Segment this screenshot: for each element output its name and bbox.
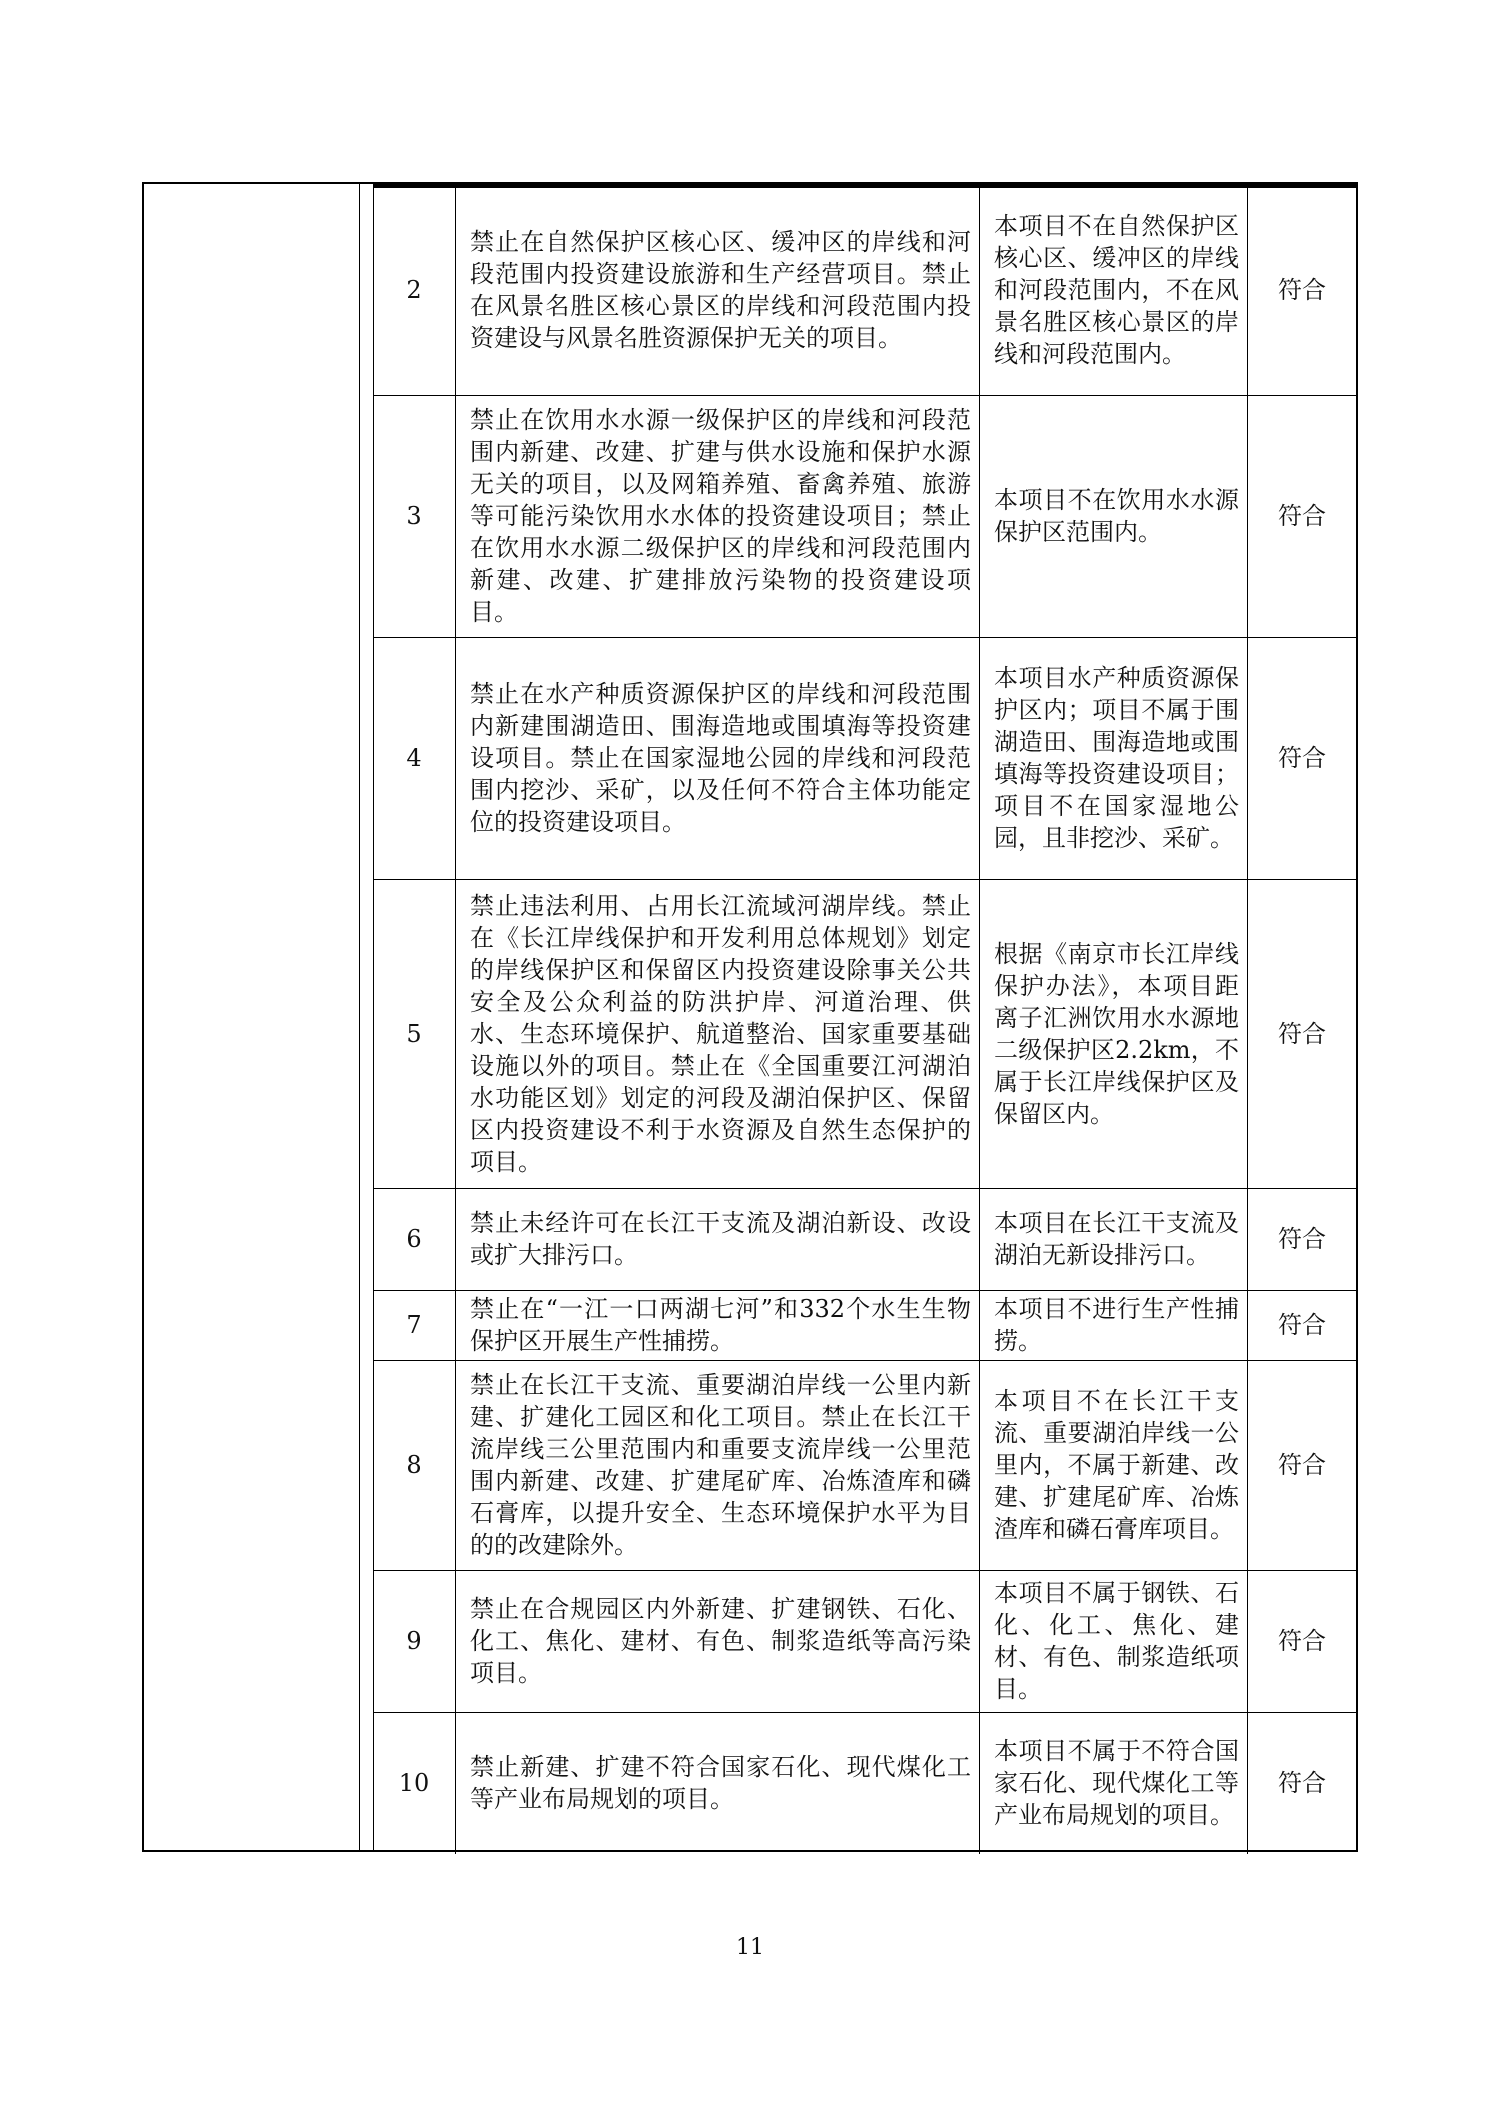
requirement-text: 禁止在饮用水水源一级保护区的岸线和河段范围内新建、改建、扩建与供水设施和保护水源无关的项目，以及网箱养殖、畜禽养殖、旅游等可能污染饮用水水体的投资建设项目；禁止在饮用水水源二级保护区的岸线和河段范围内新建、改建、扩建排放污染物的投资建设项目。 — [456, 395, 980, 637]
row-number: 9 — [373, 1570, 456, 1712]
compliance-result: 符合 — [1278, 1627, 1326, 1655]
compliance-result: 符合 — [1278, 1019, 1326, 1048]
project-situation: 本项目水产种质资源保护区内；项目不属于围湖造田、围海造地或围填海等投资建设项目；项目不在国家湿地公园，且非挖沙、采矿。 — [980, 637, 1248, 879]
project-situation: 本项目不进行生产性捕捞。 — [980, 1290, 1248, 1360]
row-number: 2 — [373, 184, 456, 395]
compliance-result: 符合 — [1278, 1311, 1326, 1339]
requirement-text: 禁止新建、扩建不符合国家石化、现代煤化工等产业布局规划的项目。 — [456, 1712, 980, 1854]
row-number: 10 — [373, 1712, 456, 1854]
table-row — [373, 1570, 1356, 1713]
requirement-text: 禁止在水产种质资源保护区的岸线和河段范围内新建围湖造田、围海造地或围填海等投资建设项目。禁止在国家湿地公园的岸线和河段范围内挖沙、采矿，以及任何不符合主体功能定位的投资建设项目。 — [456, 637, 980, 879]
row-number: 6 — [373, 1188, 456, 1290]
compliance-result: 符合 — [1278, 744, 1326, 772]
compliance-result: 符合 — [1278, 1225, 1326, 1253]
requirement-text: 禁止在长江干支流、重要湖泊岸线一公里内新建、扩建化工园区和化工项目。禁止在长江干流岸线三公里范围内和重要支流岸线一公里范围内新建、改建、扩建尾矿库、冶炼渣库和磷石膏库，以提升安全、生态环境保护水平为目的的改建除外。 — [456, 1360, 980, 1570]
table-body — [373, 184, 1356, 1850]
table-row — [373, 1360, 1356, 1571]
regulation-table — [142, 182, 1358, 1852]
project-situation: 根据《南京市长江岸线保护办法》，本项目距离子汇洲饮用水水源地二级保护区2.2km，不属于长江岸线保护区及保留区内。 — [980, 879, 1248, 1188]
column-divider — [359, 184, 360, 1850]
table-row — [373, 1712, 1356, 1854]
table-row — [373, 1290, 1356, 1361]
table-row — [373, 879, 1356, 1189]
project-situation: 本项目在长江干支流及湖泊无新设排污口。 — [980, 1188, 1248, 1290]
row-number: 5 — [373, 879, 456, 1188]
compliance-result: 符合 — [1278, 502, 1326, 530]
row-number: 8 — [373, 1360, 456, 1570]
compliance-result: 符合 — [1278, 1769, 1326, 1797]
row-number: 4 — [373, 637, 456, 879]
project-situation: 本项目不属于不符合国家石化、现代煤化工等产业布局规划的项目。 — [980, 1712, 1248, 1854]
row-number: 3 — [373, 395, 456, 637]
compliance-result: 符合 — [1278, 275, 1326, 304]
compliance-result: 符合 — [1278, 1451, 1326, 1479]
requirement-text: 禁止未经许可在长江干支流及湖泊新设、改设或扩大排污口。 — [456, 1188, 980, 1290]
table-row — [373, 1188, 1356, 1291]
project-situation: 本项目不属于钢铁、石化、化工、焦化、建材、有色、制浆造纸项目。 — [980, 1570, 1248, 1712]
table-row — [373, 184, 1356, 396]
table-row — [373, 637, 1356, 880]
row-number: 7 — [373, 1290, 456, 1360]
project-situation: 本项目不在长江干支流、重要湖泊岸线一公里内，不属于新建、改建、扩建尾矿库、冶炼渣库和磷石膏库项目。 — [980, 1360, 1248, 1570]
project-situation: 本项目不在自然保护区核心区、缓冲区的岸线和河段范围内，不在风景名胜区核心景区的岸线和河段范围内。 — [980, 184, 1248, 395]
requirement-text: 禁止违法利用、占用长江流域河湖岸线。禁止在《长江岸线保护和开发利用总体规划》划定的岸线保护区和保留区内投资建设除事关公共安全及公众利益的防洪护岸、河道治理、供水、生态环境保护、航道整治、国家重要基础设施以外的项目。禁止在《全国重要江河湖泊水功能区划》划定的河段及湖泊保护区、保留区内投资建设不利于水资源及自然生态保护的项目。 — [456, 879, 980, 1188]
requirement-text: 禁止在合规园区内外新建、扩建钢铁、石化、化工、焦化、建材、有色、制浆造纸等高污染项目。 — [456, 1570, 980, 1712]
requirement-text: 禁止在自然保护区核心区、缓冲区的岸线和河段范围内投资建设旅游和生产经营项目。禁止在风景名胜区核心景区的岸线和河段范围内投资建设与风景名胜资源保护无关的项目。 — [456, 184, 980, 395]
requirement-text: 禁止在“一江一口两湖七河”和332个水生生物保护区开展生产性捕捞。 — [456, 1290, 980, 1360]
project-situation: 本项目不在饮用水水源保护区范围内。 — [980, 395, 1248, 637]
page-number: 11 — [736, 1935, 764, 1960]
table-row — [373, 395, 1356, 638]
